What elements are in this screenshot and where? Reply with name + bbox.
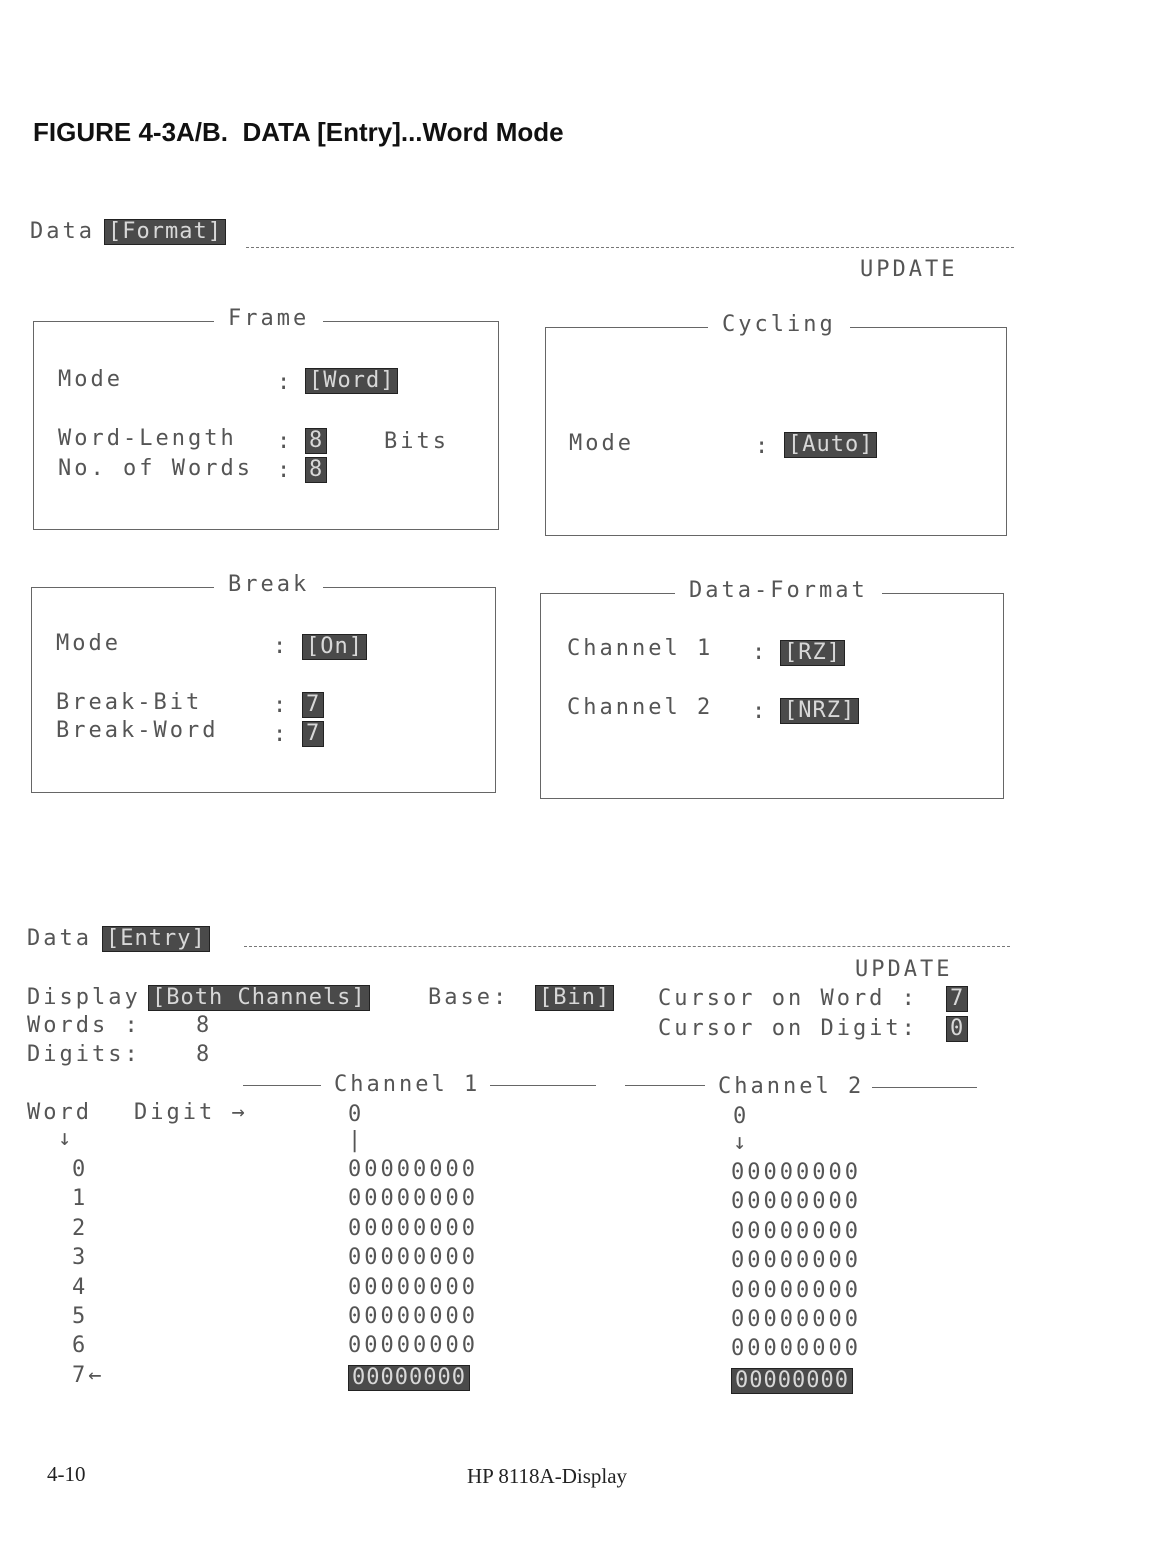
cursor-digit-label: Cursor on Digit: [658, 1016, 918, 1041]
figure-title: FIGURE 4-3A/B. DATA [Entry]...Word Mode [33, 117, 564, 147]
channel2-word-cell[interactable] [731, 1280, 861, 1302]
channel2-format-value: [NRZ] [780, 698, 859, 724]
word-down-arrow: ↓ [58, 1126, 75, 1151]
channel2-word-cell[interactable] [731, 1338, 861, 1360]
channel2-rule-right [872, 1087, 977, 1088]
words-label: Words : [27, 1013, 141, 1038]
colon: : [277, 429, 294, 454]
no-of-words-field[interactable] [305, 457, 327, 483]
channel1-rule-right [490, 1085, 596, 1086]
channel2-digit-arrow: ↓ [733, 1130, 750, 1155]
break-word-value: 7 [302, 721, 324, 747]
data-format-title: Data-Format [675, 580, 882, 602]
channel1-word-cell[interactable] [348, 1159, 478, 1181]
channel2-header: Channel 2 [718, 1074, 865, 1099]
channel2-word-cell[interactable] [731, 1162, 861, 1184]
channel1-digit-index: 0 [348, 1102, 365, 1127]
channel2-word-value: 00000000 [731, 1278, 861, 1303]
cursor-word-field[interactable] [946, 986, 968, 1012]
break-mode-field[interactable] [302, 634, 367, 660]
channel1-word-value: 00000000 [348, 1304, 478, 1329]
channel2-rule-left [625, 1085, 705, 1086]
word-length-label: Word-Length [58, 426, 237, 451]
word-index: 4 [72, 1275, 89, 1300]
word-index: 3 [72, 1245, 89, 1270]
channel2-label: Channel 2 [567, 695, 714, 720]
word-length-value: 8 [305, 428, 327, 454]
channel1-word-cell[interactable] [348, 1335, 478, 1357]
break-mode-value: [On] [302, 634, 367, 660]
page-number: 4-10 [47, 1462, 86, 1486]
channel1-format-field[interactable] [780, 640, 845, 666]
frame-mode-field[interactable] [305, 368, 398, 394]
cursor-digit-value: 0 [946, 1016, 968, 1042]
header-divider [244, 946, 1010, 947]
colon: : [277, 458, 294, 483]
base-field[interactable] [535, 985, 614, 1011]
word-index: 6 [72, 1333, 89, 1358]
channel2-word-value: 00000000 [731, 1189, 861, 1214]
header-divider [246, 247, 1014, 248]
data-label: Data [27, 926, 92, 951]
cycling-mode-field[interactable] [784, 432, 877, 458]
cursor-digit-field[interactable] [946, 1016, 968, 1042]
cycling-mode-value: [Auto] [784, 432, 877, 458]
channel2-digit-index: 0 [733, 1104, 750, 1129]
no-of-words-value: 8 [305, 457, 327, 483]
channel2-word-cell[interactable] [731, 1221, 861, 1243]
update-indicator: UPDATE [860, 257, 958, 282]
channel1-word-value: 00000000 [348, 1333, 478, 1358]
colon: : [755, 434, 772, 459]
cursor-word-label: Cursor on Word : [658, 986, 918, 1011]
channel2-word-value: 00000000 [731, 1248, 861, 1273]
format-softkey-label: [Format] [104, 219, 226, 245]
channel1-word-cell[interactable] [348, 1218, 478, 1240]
entry-softkey-label: [Entry] [102, 926, 210, 952]
colon: : [277, 370, 294, 395]
words-value: 8 [196, 1013, 213, 1038]
channel2-word-cell[interactable] [731, 1368, 853, 1394]
document-title: HP 8118A-Display [467, 1464, 628, 1488]
break-word-label: Break-Word [56, 718, 219, 743]
channel1-word-value: 00000000 [348, 1245, 478, 1270]
colon: : [273, 634, 290, 659]
update-indicator: UPDATE [855, 957, 953, 982]
channel1-word-cell[interactable] [348, 1188, 478, 1210]
word-index: 1 [72, 1186, 89, 1211]
channel1-word-value: 00000000 [348, 1186, 478, 1211]
no-of-words-label: No. of Words [58, 456, 253, 481]
channel2-format-field[interactable] [780, 698, 859, 724]
channel2-word-cell[interactable] [731, 1250, 861, 1272]
cycling-title: Cycling [708, 314, 850, 336]
frame-mode-label: Mode [58, 367, 123, 392]
display-value: [Both Channels] [148, 985, 370, 1011]
channel1-word-value: 00000000 [348, 1216, 478, 1241]
colon: : [752, 640, 769, 665]
break-word-field[interactable] [302, 721, 324, 747]
display-label: Display [27, 985, 141, 1010]
channel1-word-value: 00000000 [348, 1365, 470, 1391]
word-length-field[interactable] [305, 428, 327, 454]
channel1-word-cell[interactable] [348, 1247, 478, 1269]
format-softkey[interactable] [104, 219, 226, 245]
channel1-header: Channel 1 [334, 1072, 481, 1097]
entry-softkey[interactable] [102, 926, 210, 952]
channel2-word-value: 00000000 [731, 1368, 853, 1394]
cursor-word-value: 7 [946, 986, 968, 1012]
break-mode-label: Mode [56, 631, 121, 656]
digit-column-header: Digit → [134, 1100, 248, 1125]
channel1-rule-left [243, 1085, 321, 1086]
channel1-word-cell[interactable] [348, 1306, 478, 1328]
break-bit-label: Break-Bit [56, 690, 203, 715]
word-index: 2 [72, 1216, 89, 1241]
colon: : [273, 693, 290, 718]
base-label: Base: [428, 985, 510, 1010]
channel1-word-value: 00000000 [348, 1275, 478, 1300]
channel1-format-value: [RZ] [780, 640, 845, 666]
channel2-word-value: 00000000 [731, 1219, 861, 1244]
word-index: 5 [72, 1304, 89, 1329]
break-bit-field[interactable] [302, 692, 324, 718]
data-label: Data [30, 219, 95, 244]
colon: : [752, 699, 769, 724]
channel1-word-cell[interactable] [348, 1365, 470, 1391]
colon: : [273, 722, 290, 747]
digits-label: Digits: [27, 1042, 141, 1067]
break-bit-value: 7 [302, 692, 324, 718]
word-index: 0 [72, 1157, 89, 1182]
channel1-word-cell[interactable] [348, 1277, 478, 1299]
channel2-word-cell[interactable] [731, 1309, 861, 1331]
channel1-label: Channel 1 [567, 636, 714, 661]
channel2-word-value: 00000000 [731, 1336, 861, 1361]
digits-value: 8 [196, 1042, 213, 1067]
channel1-digit-arrow: | [348, 1128, 365, 1153]
base-value: [Bin] [535, 985, 614, 1011]
word-column-header: Word [27, 1100, 92, 1125]
display-field[interactable] [148, 985, 370, 1011]
word-index: 7← [72, 1363, 105, 1388]
frame-mode-value: [Word] [305, 368, 398, 394]
channel2-word-value: 00000000 [731, 1307, 861, 1332]
frame-title: Frame [214, 308, 323, 330]
channel2-word-value: 00000000 [731, 1160, 861, 1185]
channel1-word-value: 00000000 [348, 1157, 478, 1182]
word-length-unit: Bits [384, 429, 449, 454]
break-title: Break [214, 574, 323, 596]
cycling-mode-label: Mode [569, 431, 634, 456]
channel2-word-cell[interactable] [731, 1191, 861, 1213]
